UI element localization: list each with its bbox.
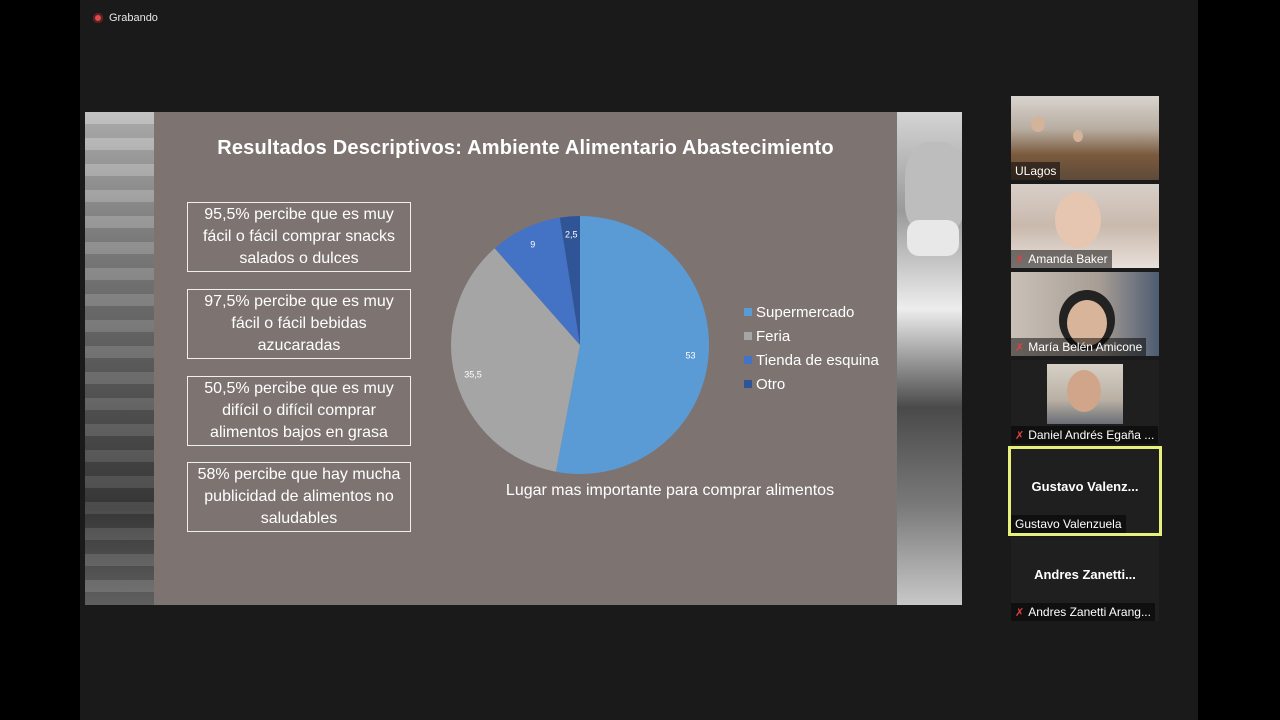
legend-swatch: [744, 380, 752, 388]
slide-photo-left: [85, 112, 154, 605]
pie-data-label: 9: [530, 239, 536, 250]
participant-name: Amanda Baker: [1028, 252, 1108, 266]
legend-item: [744, 348, 879, 372]
participant-name-bar: [1011, 250, 1112, 268]
shared-screen-slide: [85, 112, 962, 605]
participant-name: ULagos: [1015, 164, 1057, 178]
participant-name: Andres Zanetti Arang...: [1028, 605, 1151, 619]
recording-dot-icon: [93, 13, 103, 23]
stat-box: [187, 376, 411, 446]
legend-item: [744, 300, 879, 324]
legend-swatch: [744, 356, 752, 364]
person-head: [1067, 370, 1101, 412]
profile-picture: [1047, 364, 1123, 424]
legend-item: [744, 324, 879, 348]
participant-name: María Belén Amicone: [1028, 340, 1143, 354]
recording-label: Grabando: [109, 12, 158, 24]
stat-text: 58% percibe que hay mucha publicidad de alimentos no saludables: [197, 466, 401, 527]
participant-name: Gustavo Valenzuela: [1015, 517, 1122, 531]
legend-label: Supermercado: [756, 303, 855, 321]
chart-legend: [744, 300, 879, 396]
participant-tile[interactable]: [1011, 537, 1159, 621]
stat-box: [187, 202, 411, 272]
person-head: [1031, 116, 1045, 132]
stat-box: [187, 462, 411, 532]
stat-text: 50,5% percibe que es muy difícil o difícil comprar alimentos bajos en grasa: [204, 380, 394, 441]
participant-display-name: Andres Zanetti...: [1034, 567, 1136, 582]
stat-box: [187, 289, 411, 359]
mic-muted-icon: ✗: [1015, 429, 1025, 442]
participant-tile[interactable]: [1011, 272, 1159, 356]
pie-chart: [445, 210, 715, 480]
pie-data-label: 35,5: [464, 369, 482, 380]
pie-data-label: 53: [685, 350, 696, 361]
participant-tile[interactable]: [1011, 360, 1159, 444]
legend-label: Otro: [756, 375, 786, 393]
mic-muted-icon: ✗: [1015, 606, 1025, 619]
participant-name-bar: [1011, 426, 1158, 444]
participant-name-bar: [1011, 515, 1126, 533]
participant-tile[interactable]: [1011, 96, 1159, 180]
mic-muted-icon: ✗: [1015, 341, 1025, 354]
legend-item: [744, 372, 879, 396]
chart-caption: Lugar mas importante para comprar alimentos: [505, 482, 835, 499]
mic-muted-icon: ✗: [1015, 253, 1025, 266]
slide-title: Resultados Descriptivos: Ambiente Alimentario Abastecimiento: [217, 137, 834, 159]
person-head: [1073, 130, 1083, 142]
participant-name-bar: [1011, 162, 1060, 180]
participant-display-name: Gustavo Valenz...: [1031, 479, 1139, 494]
legend-label: Tienda de esquina: [756, 351, 879, 369]
participant-name-bar: [1011, 603, 1155, 621]
photo-mask: [907, 220, 959, 256]
stat-text: 95,5% percibe que es muy fácil o fácil comprar snacks salados o dulces: [202, 206, 396, 267]
legend-swatch: [744, 332, 752, 340]
participant-name-bar: [1011, 338, 1146, 356]
photo-face: [905, 142, 962, 232]
participant-tile[interactable]: [1011, 184, 1159, 268]
pie-data-label: 2,5: [565, 229, 578, 240]
legend-swatch: [744, 308, 752, 316]
stat-text: 97,5% percibe que es muy fácil o fácil bebidas azucaradas: [204, 293, 394, 354]
person-head: [1055, 192, 1101, 248]
slide-photo-right: [897, 112, 962, 605]
recording-indicator[interactable]: [93, 12, 158, 24]
participant-tile-active-speaker[interactable]: [1011, 449, 1159, 533]
participant-name: Daniel Andrés Egaña ...: [1028, 428, 1155, 442]
legend-label: Feria: [756, 327, 791, 345]
